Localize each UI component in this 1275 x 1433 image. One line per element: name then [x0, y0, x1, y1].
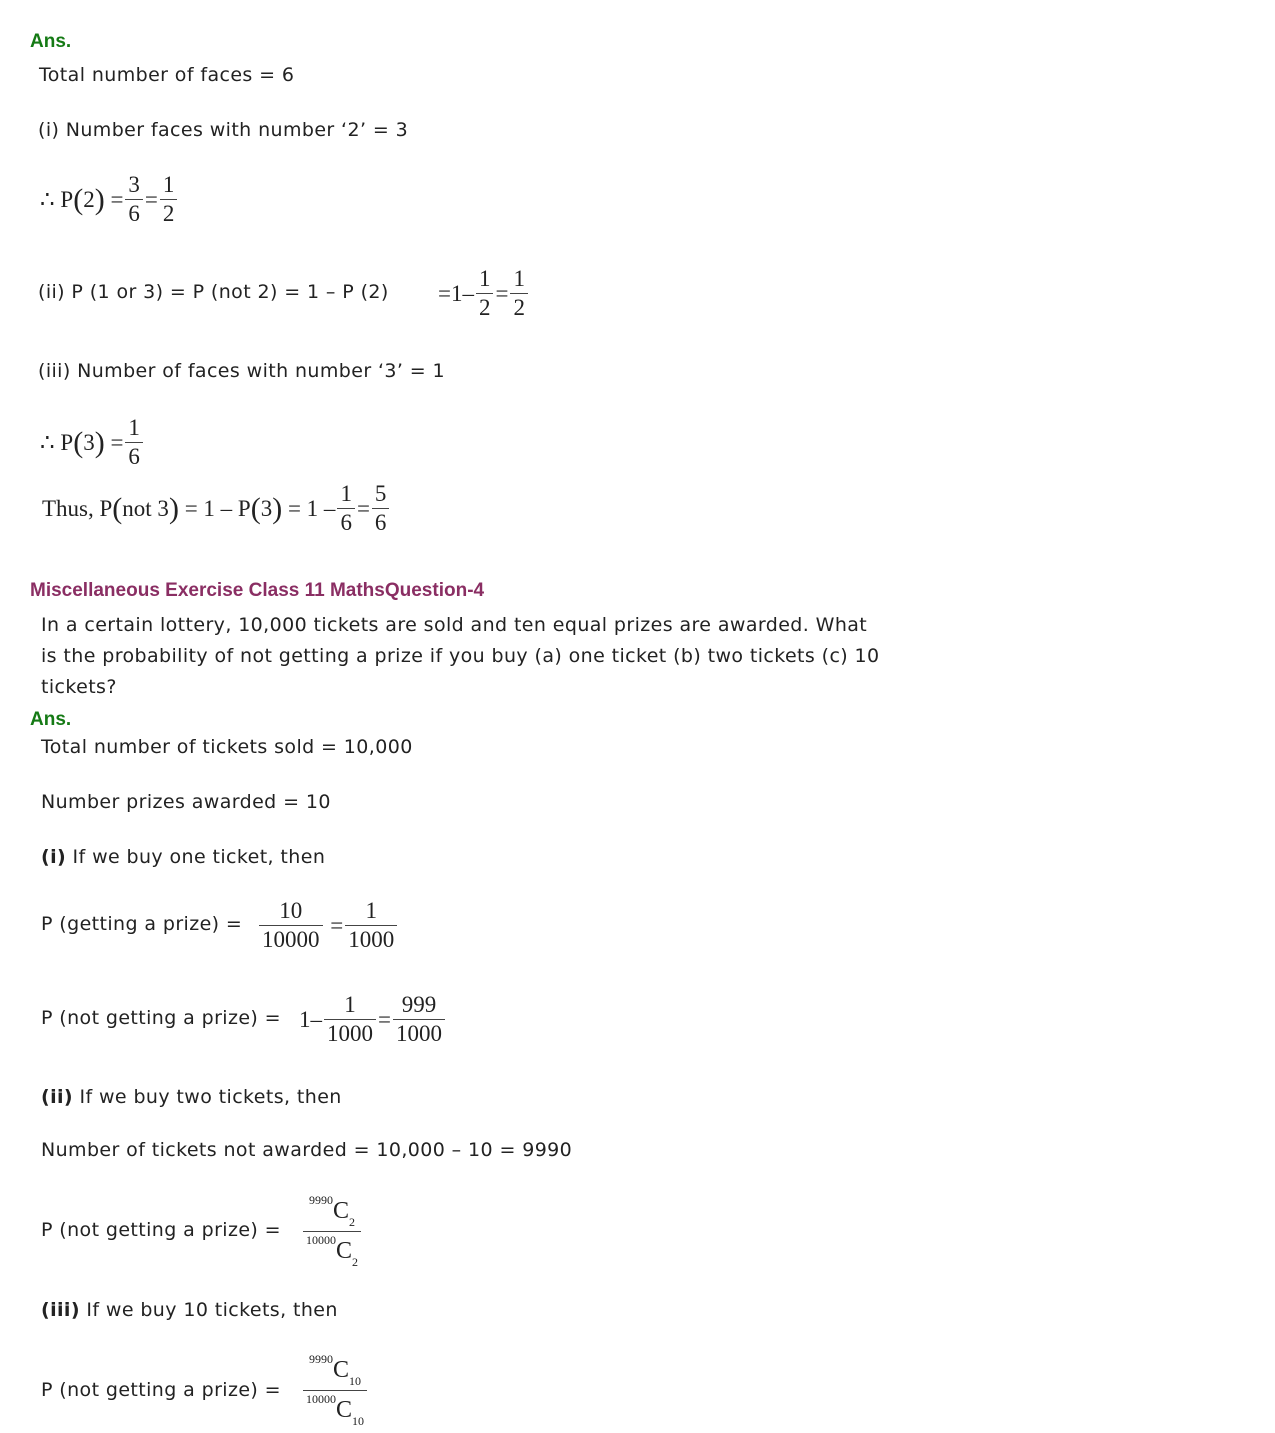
- fraction: $\frac{1}{2}$: [476, 267, 494, 320]
- case-ii-line: [41, 1086, 342, 1108]
- comb2-fraction: $\frac{^{9990}C_2}{^{10000}C_2}$: [301, 1194, 363, 1268]
- fraction: $\frac{5}{6}$: [372, 482, 390, 535]
- p-prize-label: P (getting a prize) =: [41, 913, 243, 935]
- fraction: $\frac{1}{1000}$: [345, 899, 397, 952]
- case-iii-line: [41, 1299, 338, 1321]
- case-i-label: (i): [41, 846, 67, 868]
- fraction: $\frac{999}{1000}$: [393, 993, 445, 1046]
- question-line-2: is the probability of not getting a prize if you buy (a) one ticket (b) two tickets (c) 10: [41, 645, 880, 667]
- question-heading: Miscellaneous Exercise Class 11 MathsQuestion-4: [30, 580, 485, 601]
- question-line-1: In a certain lottery, 10,000 tickets are sold and ten equal prizes are awarded. What: [41, 614, 868, 636]
- prizes-text: Number prizes awarded = 10: [41, 791, 331, 813]
- p3-equation: ∴ P ( 3 ) = $\frac{1}{6}$: [40, 416, 145, 469]
- case-iii-label: (iii): [41, 1299, 80, 1321]
- case-ii-label: (ii): [41, 1086, 73, 1108]
- p-not2-label: P (not getting a prize) =: [41, 1219, 282, 1241]
- question-line-3: tickets?: [41, 676, 117, 698]
- answer-label: Ans.: [30, 31, 72, 52]
- not-awarded-text: Number of tickets not awarded = 10,000 – 10 = 9990: [41, 1139, 573, 1161]
- fraction: $\frac{1}{6}$: [125, 416, 143, 469]
- total-faces-text: Total number of faces = 6: [39, 64, 295, 86]
- case-i-text: If we buy one ticket, then: [66, 846, 326, 868]
- part-iii-text: (iii) Number of faces with number ‘3’ = 1: [38, 360, 446, 382]
- case-iii-text: If we buy 10 tickets, then: [79, 1299, 338, 1321]
- p-prize-equation: $\frac{10}{10000}$ = $\frac{1}{1000}$: [257, 899, 399, 952]
- p2-arg: 2: [83, 186, 95, 212]
- p2-equation: ∴ P ( 2 ) = $\frac{3}{6}$ = $\frac{1}{2}$: [40, 173, 179, 226]
- fraction: $\frac{1}{6}$: [337, 482, 355, 535]
- fraction: $\frac{1}{2}$: [160, 173, 178, 226]
- answer-label: Ans.: [30, 709, 72, 730]
- p-not3-label: P (not getting a prize) =: [41, 1379, 282, 1401]
- case-i-line: [41, 846, 325, 868]
- fraction: $\frac{1}{1000}$: [324, 993, 376, 1046]
- fraction: $\frac{10}{10000}$: [259, 899, 323, 952]
- fraction: $\frac{3}{6}$: [125, 173, 143, 226]
- part-i-text: (i) Number faces with number ‘2’ = 3: [38, 119, 409, 141]
- part-ii-text: (ii) P (1 or 3) = P (not 2) = 1 – P (2): [38, 281, 389, 303]
- therefore-p: ∴ P: [40, 186, 74, 212]
- total-tickets-text: Total number of tickets sold = 10,000: [41, 736, 413, 758]
- p-not-label: P (not getting a prize) =: [41, 1007, 282, 1029]
- part-ii-equation: = 1 – $\frac{1}{2}$ = $\frac{1}{2}$: [438, 267, 530, 320]
- comb3-fraction: $\frac{^{9990}C_{10}}{^{10000}C_{10}}$: [301, 1353, 369, 1427]
- case-ii-text: If we buy two tickets, then: [73, 1086, 342, 1108]
- fraction: $\frac{1}{2}$: [510, 267, 528, 320]
- thus-equation: Thus, P ( not 3 ) = 1 – P ( 3 ) = 1 – $\frac{1}{6}$ = $\frac{5}{6}$: [42, 482, 391, 535]
- p-not-equation: 1 – $\frac{1}{1000}$ = $\frac{999}{1000}$: [299, 993, 447, 1046]
